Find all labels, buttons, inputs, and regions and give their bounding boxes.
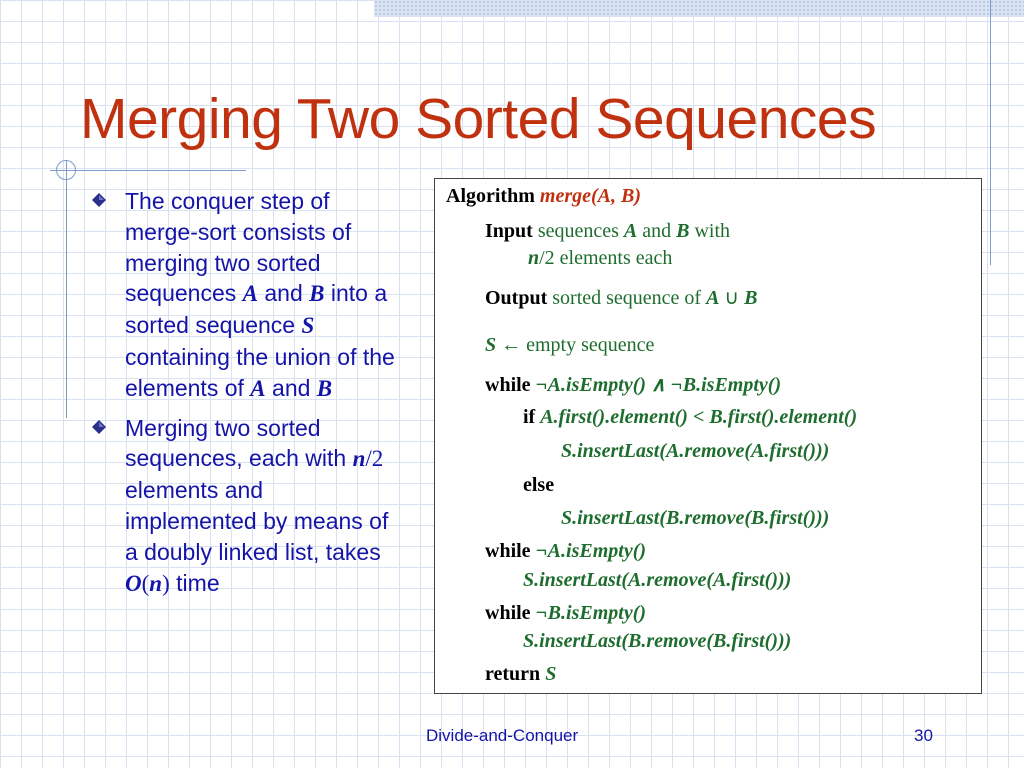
algo-expr: S.insertLast(A.remove(A.first())) bbox=[561, 440, 830, 462]
algo-text: sorted sequence of bbox=[552, 287, 702, 309]
algo-text: with bbox=[694, 220, 731, 242]
algo-expr: S.insertLast(A.remove(A.first())) bbox=[523, 569, 792, 591]
footer-title: Divide-and-Conquer bbox=[426, 726, 579, 745]
diamond-bullet-icon bbox=[92, 420, 106, 434]
math-var: n bbox=[352, 446, 366, 472]
algorithm-args: (A, B) bbox=[590, 185, 641, 207]
math-var: O bbox=[125, 570, 142, 596]
keyword: while bbox=[485, 374, 531, 396]
bullet-item bbox=[86, 413, 398, 600]
bullet-text: elements and implemented by means of a doubly linked list, takes bbox=[125, 477, 389, 565]
algo-text: and bbox=[642, 220, 672, 242]
diamond-bullet-icon bbox=[92, 193, 106, 207]
algo-else bbox=[523, 474, 554, 497]
keyword: if bbox=[523, 406, 536, 428]
math-var: A bbox=[250, 375, 266, 401]
bullet-text: Merging two sorted sequences, each with bbox=[125, 414, 353, 472]
math-text: ) bbox=[162, 570, 170, 596]
math-var: S bbox=[545, 663, 557, 685]
keyword: Output bbox=[485, 287, 548, 309]
math-var: A bbox=[242, 281, 258, 307]
algo-while-a bbox=[485, 540, 646, 563]
bullet-text: time bbox=[169, 569, 220, 596]
algo-init bbox=[485, 334, 654, 357]
algo-insert-a bbox=[561, 440, 829, 463]
page-number: 30 bbox=[914, 726, 933, 745]
algo-expr: ¬A.isEmpty() bbox=[535, 540, 647, 562]
algo-expr: S.insertLast(B.remove(B.first())) bbox=[561, 507, 830, 529]
math-var: B bbox=[744, 287, 758, 309]
math-var: n bbox=[149, 570, 163, 596]
math-text: ( bbox=[141, 570, 150, 596]
math-var: A bbox=[623, 220, 638, 242]
algo-expr: ¬A.isEmpty() ∧ ¬B.isEmpty() bbox=[535, 374, 782, 396]
algo-text: empty sequence bbox=[526, 334, 655, 356]
algo-output bbox=[485, 285, 757, 310]
math-var: n bbox=[528, 247, 540, 269]
union-symbol: ∪ bbox=[724, 287, 740, 309]
algo-if bbox=[523, 406, 857, 429]
algo-text: sequences bbox=[537, 220, 619, 242]
assign-arrow: ← bbox=[501, 334, 522, 356]
algo-while-both bbox=[485, 372, 781, 397]
algo-input bbox=[485, 220, 730, 243]
algo-expr: ¬B.isEmpty() bbox=[535, 602, 647, 624]
bullet-text: and bbox=[257, 280, 310, 307]
algorithm-name: merge bbox=[539, 185, 591, 207]
decorative-horizontal-line bbox=[50, 170, 246, 171]
algo-input-cont bbox=[528, 247, 672, 270]
math-var: S bbox=[301, 313, 315, 339]
algo-text: /2 elements each bbox=[539, 247, 673, 269]
math-var: B bbox=[309, 281, 325, 307]
slide-title: Merging Two Sorted Sequences bbox=[80, 87, 877, 151]
algo-return bbox=[485, 663, 556, 686]
algo-insert-b bbox=[561, 507, 829, 530]
top-decorative-band bbox=[374, 0, 1024, 17]
algorithm-box bbox=[434, 178, 982, 694]
bullet-text: and bbox=[265, 374, 317, 401]
algo-rest-b bbox=[523, 630, 791, 653]
algo-expr: S.insertLast(B.remove(B.first())) bbox=[523, 630, 792, 652]
keyword: Algorithm bbox=[446, 185, 535, 207]
keyword: return bbox=[485, 663, 541, 685]
math-text: /2 bbox=[365, 446, 384, 472]
keyword: Input bbox=[485, 220, 533, 242]
bullet-list bbox=[86, 186, 398, 607]
math-var: S bbox=[485, 334, 497, 356]
keyword: while bbox=[485, 602, 531, 624]
algo-rest-a bbox=[523, 569, 791, 592]
bullet-text: into a sorted sequence bbox=[125, 280, 388, 339]
keyword: while bbox=[485, 540, 531, 562]
circle-crosshair-icon bbox=[56, 160, 76, 180]
math-var: A bbox=[706, 287, 720, 309]
algo-expr: A.first().element() < B.first().element() bbox=[540, 406, 858, 428]
keyword: else bbox=[523, 474, 555, 496]
bullet-text: The conquer step of merge-sort consists of merging two sorted sequences bbox=[125, 188, 352, 307]
bullet-item bbox=[86, 186, 398, 405]
algo-while-b bbox=[485, 602, 646, 625]
bullet-text: containing the union of the elements of bbox=[125, 343, 395, 401]
math-var: B bbox=[676, 220, 690, 242]
math-var: B bbox=[316, 375, 333, 401]
algo-header bbox=[446, 185, 641, 208]
decorative-left-line bbox=[66, 160, 67, 418]
